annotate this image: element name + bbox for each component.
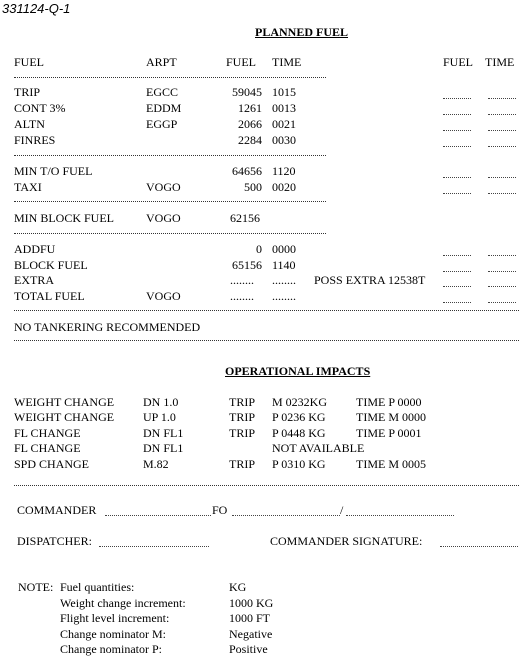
row-total-time-blank: ........ bbox=[272, 289, 296, 303]
actual-time-blank bbox=[488, 177, 516, 178]
actual-time-blank bbox=[488, 130, 516, 131]
row-addfu-label: ADDFU bbox=[14, 242, 56, 256]
impact-trip-value: P 0310 KG bbox=[272, 457, 326, 471]
actual-fuel-blank bbox=[443, 130, 471, 131]
row-altn-time: 0021 bbox=[272, 117, 296, 131]
separator bbox=[14, 485, 519, 486]
impact-item: FL CHANGE bbox=[14, 441, 81, 455]
row-trip-label: TRIP bbox=[14, 85, 41, 99]
impact-item: FL CHANGE bbox=[14, 426, 81, 440]
header-time: TIME bbox=[272, 55, 302, 69]
actual-time-blank bbox=[488, 271, 516, 272]
row-trip-fuel: 59045 bbox=[232, 85, 262, 99]
impact-value: DN FL1 bbox=[143, 441, 184, 455]
impact-item: WEIGHT CHANGE bbox=[14, 395, 115, 409]
impact-value: DN 1.0 bbox=[143, 395, 179, 409]
row-minblock-label: MIN BLOCK FUEL bbox=[14, 211, 115, 225]
impact-trip-value: M 0232KG bbox=[272, 395, 328, 409]
row-finres-time: 0030 bbox=[272, 133, 296, 147]
reference-id: 331124-Q-1 bbox=[2, 1, 71, 16]
separator bbox=[14, 77, 326, 78]
row-cont-label: CONT 3% bbox=[14, 101, 66, 115]
commander-signature-label: COMMANDER SIGNATURE: bbox=[270, 534, 423, 548]
actual-time-blank bbox=[488, 98, 516, 99]
actual-time-blank bbox=[488, 146, 516, 147]
note-lead: NOTE: bbox=[18, 580, 54, 594]
note-value: Negative bbox=[229, 627, 273, 641]
row-extra-note: POSS EXTRA 12538T bbox=[314, 273, 426, 287]
planned-fuel-title: PLANNED FUEL bbox=[255, 25, 349, 39]
impact-time: TIME M 0005 bbox=[356, 457, 426, 471]
actual-time-blank bbox=[488, 114, 516, 115]
impact-time: TIME M 0000 bbox=[356, 410, 426, 424]
separator bbox=[14, 310, 519, 311]
row-addfu-time: 0000 bbox=[272, 242, 296, 256]
fo-label: FO bbox=[212, 503, 228, 517]
row-taxi-arpt: VOGO bbox=[146, 180, 181, 194]
impact-trip: TRIP bbox=[229, 457, 256, 471]
row-altn-fuel: 2066 bbox=[238, 117, 262, 131]
dispatcher-label: DISPATCHER: bbox=[17, 534, 92, 548]
row-taxi-time: 0020 bbox=[272, 180, 296, 194]
tankering-note: NO TANKERING RECOMMENDED bbox=[14, 320, 201, 334]
actual-time-blank bbox=[488, 302, 516, 303]
header-fuel: FUEL bbox=[14, 55, 44, 69]
row-addfu-fuel: 0 bbox=[256, 242, 262, 256]
actual-time-blank bbox=[488, 193, 516, 194]
note-value: 1000 KG bbox=[229, 596, 274, 610]
impact-value: UP 1.0 bbox=[143, 410, 176, 424]
actual-fuel-blank bbox=[443, 286, 471, 287]
note-label: Change nominator P: bbox=[60, 642, 162, 656]
header-actual-fuel: FUEL bbox=[443, 55, 473, 69]
note-label: Fuel quantities: bbox=[60, 580, 135, 594]
note-label: Flight level increment: bbox=[60, 611, 170, 625]
actual-time-blank bbox=[488, 255, 516, 256]
row-minblock-fuel: 62156 bbox=[230, 211, 260, 225]
row-block-fuel: 65156 bbox=[232, 258, 262, 272]
commander-signature-field[interactable] bbox=[440, 546, 518, 547]
row-extra-time-blank: ........ bbox=[272, 273, 296, 287]
actual-fuel-blank bbox=[443, 177, 471, 178]
row-taxi-fuel: 500 bbox=[244, 180, 262, 194]
row-total-fuel-blank: ........ bbox=[230, 289, 254, 303]
impact-time: TIME P 0000 bbox=[356, 395, 422, 409]
impact-item: SPD CHANGE bbox=[14, 457, 90, 471]
row-total-arpt: VOGO bbox=[146, 289, 181, 303]
header-fuel-qty: FUEL bbox=[226, 55, 256, 69]
row-trip-time: 1015 bbox=[272, 85, 296, 99]
impact-trip: TRIP bbox=[229, 410, 256, 424]
dispatcher-field[interactable] bbox=[99, 546, 209, 547]
impact-trip: TRIP bbox=[229, 426, 256, 440]
row-finres-label: FINRES bbox=[14, 133, 56, 147]
actual-fuel-blank bbox=[443, 271, 471, 272]
row-mintof-label: MIN T/O FUEL bbox=[14, 164, 93, 178]
impact-trip: TRIP bbox=[229, 395, 256, 409]
row-extra-label: EXTRA bbox=[14, 273, 54, 287]
actual-fuel-blank bbox=[443, 302, 471, 303]
row-extra-fuel-blank: ........ bbox=[230, 273, 254, 287]
row-mintof-fuel: 64656 bbox=[232, 164, 262, 178]
impact-trip-value: P 0236 KG bbox=[272, 410, 326, 424]
commander-label: COMMANDER bbox=[17, 503, 97, 517]
fo-second-field[interactable] bbox=[346, 515, 454, 516]
row-cont-time: 0013 bbox=[272, 101, 296, 115]
row-cont-arpt: EDDM bbox=[146, 101, 182, 115]
actual-fuel-blank bbox=[443, 193, 471, 194]
actual-fuel-blank bbox=[443, 255, 471, 256]
commander-field[interactable] bbox=[105, 515, 211, 516]
actual-time-blank bbox=[488, 286, 516, 287]
row-finres-fuel: 2284 bbox=[238, 133, 262, 147]
fo-field[interactable] bbox=[232, 515, 340, 516]
impact-trip-value: P 0448 KG bbox=[272, 426, 326, 440]
separator bbox=[14, 340, 519, 341]
header-arpt: ARPT bbox=[146, 55, 177, 69]
row-taxi-label: TAXI bbox=[14, 180, 42, 194]
impact-trip-value: NOT AVAILABLE bbox=[272, 441, 365, 455]
row-altn-arpt: EGGP bbox=[146, 117, 178, 131]
row-altn-label: ALTN bbox=[14, 117, 45, 131]
row-block-label: BLOCK FUEL bbox=[14, 258, 88, 272]
row-total-label: TOTAL FUEL bbox=[14, 289, 85, 303]
impact-value: DN FL1 bbox=[143, 426, 184, 440]
separator bbox=[14, 155, 326, 156]
header-actual-time: TIME bbox=[485, 55, 515, 69]
impact-time: TIME P 0001 bbox=[356, 426, 422, 440]
note-value: Positive bbox=[229, 642, 268, 656]
note-label: Change nominator M: bbox=[60, 627, 166, 641]
separator bbox=[14, 233, 326, 234]
row-block-time: 1140 bbox=[272, 258, 296, 272]
row-minblock-arpt: VOGO bbox=[146, 211, 181, 225]
actual-fuel-blank bbox=[443, 146, 471, 147]
row-cont-fuel: 1261 bbox=[238, 101, 262, 115]
slash: / bbox=[340, 503, 344, 517]
impact-value: M.82 bbox=[143, 457, 169, 471]
actual-fuel-blank bbox=[443, 114, 471, 115]
note-value: 1000 FT bbox=[229, 611, 271, 625]
impact-item: WEIGHT CHANGE bbox=[14, 410, 115, 424]
note-value: KG bbox=[229, 580, 247, 594]
operational-impacts-title: OPERATIONAL IMPACTS bbox=[225, 364, 371, 378]
separator bbox=[14, 201, 326, 202]
note-label: Weight change increment: bbox=[60, 596, 186, 610]
row-trip-arpt: EGCC bbox=[146, 85, 179, 99]
actual-fuel-blank bbox=[443, 98, 471, 99]
row-mintof-time: 1120 bbox=[272, 164, 296, 178]
